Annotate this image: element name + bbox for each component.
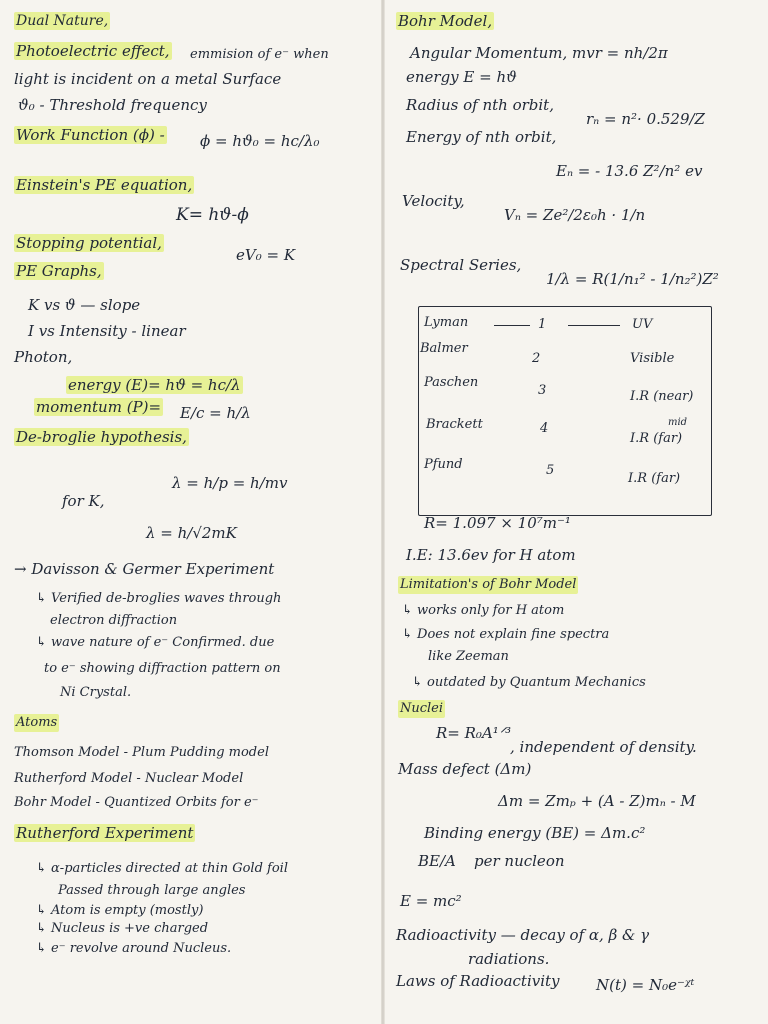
text-line: ↳ Does not explain fine spectra (402, 627, 610, 642)
series-region: I.R (near) (630, 389, 694, 404)
text-line: energy E = hϑ (406, 68, 517, 86)
series-note: mid (668, 417, 688, 428)
text-line: ↳ Atom is empty (mostly) (36, 903, 204, 918)
text-line: → Davisson & Germer Experiment (14, 560, 275, 578)
formula: eV₀ = K (236, 246, 296, 264)
text-line: to e⁻ showing diffraction pattern on (44, 661, 281, 676)
series-name: Pfund (424, 457, 463, 472)
heading-limitations: Limitation's of Bohr Model (400, 577, 577, 592)
heading-photon: Photon, (14, 348, 73, 366)
heading-work-function: Work Function (ϕ) - (16, 126, 165, 144)
heading-stopping-potential: Stopping potential, (16, 234, 162, 252)
formula: BE/A (418, 852, 456, 870)
dash (568, 325, 620, 326)
text-line: Radius of nth orbit, (406, 96, 554, 114)
heading-atoms: Atoms (16, 715, 58, 730)
heading-dual-nature: Dual Nature, (16, 13, 109, 29)
text-line: Ni Crystal. (60, 685, 132, 700)
dash (494, 325, 530, 326)
formula: λ = h/√2mK (146, 524, 237, 542)
series-name: Lyman (424, 315, 469, 330)
series-n: 5 (546, 463, 555, 478)
text-line: like Zeeman (428, 649, 509, 664)
text-line: ϑ₀ - Threshold frequency (18, 96, 207, 114)
text-line: Mass defect (Δm) (398, 760, 532, 778)
formula: Angular Momentum, mvr = nh/2π (410, 44, 668, 62)
series-region: I.R (far) (630, 431, 683, 446)
formula: ϕ = hϑ₀ = hc/λ₀ (200, 132, 320, 150)
formula: energy (E)= hϑ = hc/λ (68, 376, 241, 394)
heading-photoelectric: Photoelectric effect, (16, 42, 170, 60)
text-line: Thomson Model - Plum Pudding model (14, 745, 269, 760)
series-n: 1 (538, 317, 547, 332)
series-name: Brackett (426, 417, 483, 432)
text-line: Velocity, (402, 192, 465, 210)
series-n: 3 (538, 383, 547, 398)
formula: Binding energy (BE) = Δm.c² (424, 824, 646, 842)
formula: Δm = Zmₚ + (A - Z)mₙ - M (498, 792, 696, 810)
text-line: Rutherford Model - Nuclear Model (14, 771, 244, 786)
series-name: Balmer (420, 341, 468, 356)
formula: E/c = h/λ (180, 404, 251, 422)
heading-rutherford-experiment: Rutherford Experiment (16, 824, 194, 842)
text-line: emmision of e⁻ when (190, 47, 329, 62)
series-n: 2 (532, 351, 541, 366)
series-n: 4 (540, 421, 549, 436)
formula: R= R₀A¹ᐟ³ (436, 724, 512, 742)
formula: 1/λ = R(1/n₁² - 1/n₂²)Z² (546, 270, 719, 288)
text-line: ↳ outdated by Quantum Mechanics (412, 675, 646, 690)
text-line: radiations. (468, 950, 550, 968)
text-line: Energy of nth orbit, (406, 128, 557, 146)
text-line: I.E: 13.6ev for H atom (406, 546, 576, 564)
text-line: per nucleon (474, 852, 565, 870)
text-line: ↳ works only for H atom (402, 603, 565, 618)
heading-bohr-model: Bohr Model, (398, 12, 493, 30)
formula: N(t) = N₀e⁻ᵡᵗ (596, 976, 695, 994)
text-line: Radioactivity — decay of α, β & γ (396, 926, 650, 944)
formula: R= 1.097 × 10⁷m⁻¹ (424, 514, 571, 532)
text-line: , independent of density. (510, 738, 697, 756)
heading-de-broglie: De-broglie hypothesis, (16, 428, 187, 446)
heading-nuclei: Nuclei (400, 701, 444, 716)
formula: K= hϑ-ϕ (176, 205, 249, 225)
formula: λ = h/p = h/mv (172, 474, 288, 492)
formula: Eₙ = - 13.6 Z²/n² ev (556, 162, 703, 180)
text-line: ↳ wave nature of e⁻ Confirmed. due (36, 635, 275, 650)
text-line: ↳ e⁻ revolve around Nucleus. (36, 941, 232, 956)
text-line: I vs Intensity - linear (28, 322, 186, 340)
page-fold (381, 0, 385, 1024)
formula: momentum (P)= (36, 398, 162, 416)
formula: E = mc² (400, 892, 462, 910)
text-line: ↳ α-particles directed at thin Gold foil (36, 861, 288, 876)
text-line: Laws of Radioactivity (396, 972, 560, 990)
text-line: Bohr Model - Quantized Orbits for e⁻ (14, 795, 259, 810)
formula: rₙ = n²· 0.529/Z (586, 110, 705, 128)
text-line: ↳ Nucleus is +ve charged (36, 921, 209, 936)
text-line: K vs ϑ — slope (28, 296, 141, 314)
text-line: Spectral Series, (400, 256, 522, 274)
series-name: Paschen (424, 375, 479, 390)
text-line: electron diffraction (50, 613, 178, 628)
series-region: I.R (far) (628, 471, 681, 486)
text-line: light is incident on a metal Surface (14, 70, 282, 88)
formula: Vₙ = Ze²/2ε₀h · 1/n (504, 206, 646, 224)
text-line: Passed through large angles (58, 883, 246, 898)
text-line: for K, (62, 492, 105, 510)
text-line: ↳ Verified de-broglies waves through (36, 591, 282, 606)
series-region: Visible (630, 351, 675, 366)
series-region: UV (632, 317, 653, 332)
heading-einstein: Einstein's PE equation, (16, 176, 193, 194)
heading-pe-graphs: PE Graphs, (16, 262, 102, 280)
